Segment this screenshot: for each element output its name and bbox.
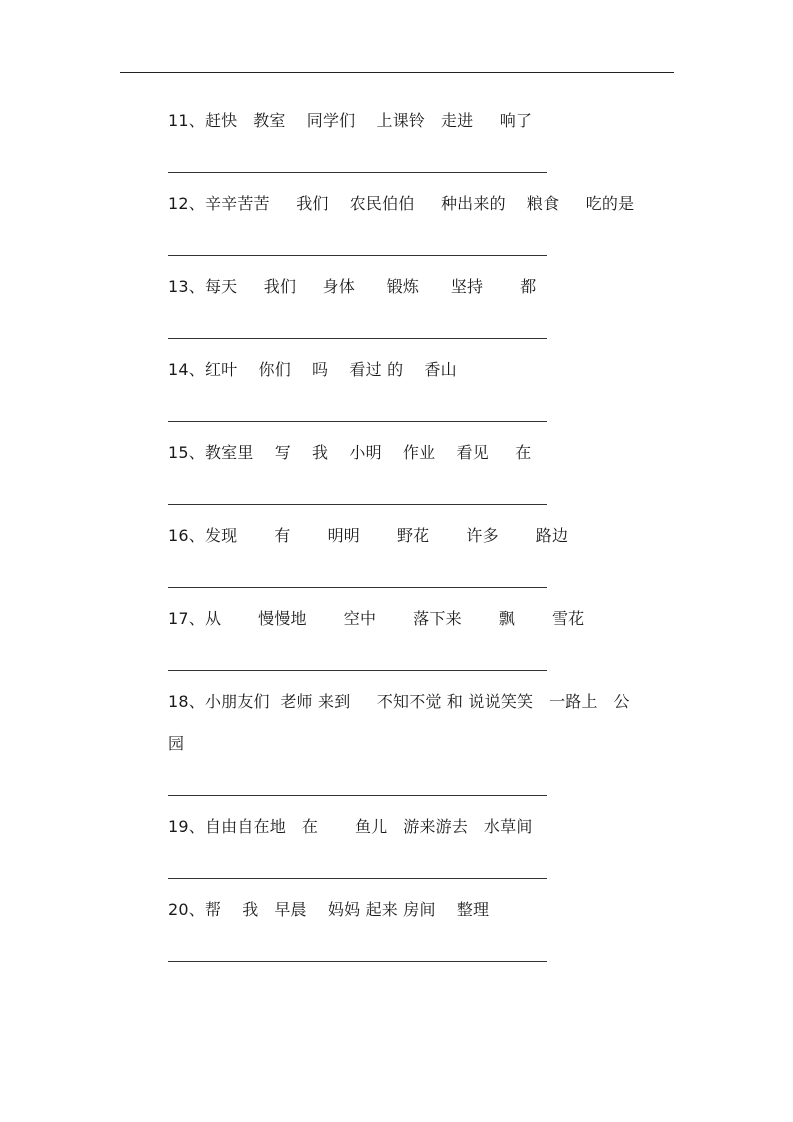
exercise-item [168,515,638,598]
exercise-item [168,349,638,432]
exercise-words: 13、每天 我们 身体 锻炼 坚持 都 [168,277,537,296]
answer-line [168,225,638,266]
exercise-item [168,681,638,806]
exercise-words: 19、自由自在地 在 鱼儿 游来游去 水草间 [168,817,533,836]
exercise-words: 12、辛辛苦苦 我们 农民伯伯 种出来的 粮食 吃的是 [168,194,635,213]
header-rule [120,72,674,73]
exercise-words: 16、发现 有 明明 野花 许多 路边 [168,526,569,545]
exercise-words-continuation: 园 [168,734,185,753]
answer-line [168,557,638,598]
answer-line [168,474,638,515]
exercise-words: 11、赶快 教室 同学们 上课铃 走进 响了 [168,111,533,130]
answer-line [168,931,638,972]
exercise-item [168,183,638,266]
exercise-item [168,598,638,681]
exercise-words: 20、帮 我 早晨 妈妈 起来 房间 整理 [168,900,490,919]
exercise-words: 18、小朋友们 老师 来到 不知不觉 和 说说笑笑 一路上 公 [168,692,630,711]
answer-line [168,848,638,889]
exercise-item [168,889,638,972]
exercise-item [168,432,638,515]
sentence-exercises [168,100,638,972]
exercise-words: 15、教室里 写 我 小明 作业 看见 在 [168,443,532,462]
answer-line [168,142,638,183]
answer-line [168,308,638,349]
exercise-item [168,266,638,349]
answer-line [168,391,638,432]
answer-line [168,640,638,681]
exercise-item [168,100,638,183]
exercise-words: 14、红叶 你们 吗 看过 的 香山 [168,360,457,379]
exercise-words: 17、从 慢慢地 空中 落下来 飘 雪花 [168,609,585,628]
exercise-item [168,806,638,889]
answer-line [168,765,638,806]
